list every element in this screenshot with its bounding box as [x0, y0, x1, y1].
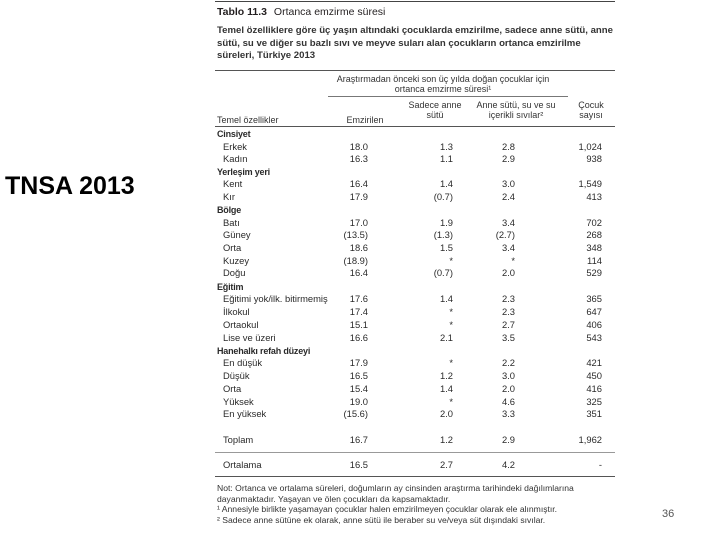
span-header: Araştırmadan önceki son üç yılda doğan çocuklar için ortanca emzirme süresi¹ — [336, 74, 550, 94]
table-row: Orta 18.6 1.5 3.4 348 — [223, 242, 602, 253]
table-row: Ortaokul 15.1 * 2.7 406 — [223, 319, 602, 330]
table-number: Tablo 11.3 — [217, 6, 267, 18]
table-document — [190, 0, 630, 540]
table-caption — [217, 6, 385, 18]
col-header-label: Temel özellikler — [217, 115, 279, 125]
group-yerlesim: Yerleşim yeri — [217, 167, 270, 177]
table-row-mean: Ortalama 16.5 2.7 4.2 - — [223, 459, 602, 470]
col-header-emzirilen: Emzirilen — [346, 115, 384, 125]
note-2: ² Sadece anne sütüne ek olarak, anne sütü ile beraber su ve/veya süt dışındaki sıvılar. — [217, 514, 546, 525]
table-row: Düşük 16.5 1.2 3.0 450 — [223, 370, 602, 381]
table-row: Kent 16.4 1.4 3.0 1,549 — [223, 178, 602, 189]
group-cinsiyet: Cinsiyet — [217, 129, 251, 139]
table-row: En düşük 17.9 * 2.2 421 — [223, 357, 602, 368]
group-bolge: Bölge — [217, 205, 242, 215]
col-header-cocuk: Çocuk sayısı — [578, 100, 604, 120]
note-general: Not: Ortanca ve ortalama süreleri, doğumların ay cinsinden araştırma tarihindeki dağılımlarına dayanmaktadır. Yaşayan ve ölen çocukları da kapsamaktadır. — [217, 483, 574, 504]
table-row-total: Toplam 16.7 1.2 2.9 1,962 — [223, 434, 602, 445]
col-header-anne-su: Anne sütü, su ve su içerikli sıvılar² — [476, 100, 556, 120]
table-row: Batı 17.0 1.9 3.4 702 — [223, 217, 602, 228]
table-row: Güney (13.5) (1.3) (2.7) 268 — [223, 229, 602, 240]
note-1: ¹ Annesiyle birlikte yaşamayan çocuklar halen emzirilmeyen çocuklar olarak ele alınmıştır. — [217, 504, 558, 515]
table-row: Orta 15.4 1.4 2.0 416 — [223, 383, 602, 394]
table-row: Yüksek 19.0 * 4.6 325 — [223, 396, 602, 407]
group-egitim: Eğitim — [217, 282, 244, 292]
table-row: Eğitimi yok/ilk. bitirmemiş 17.6 1.4 2.3 365 — [223, 293, 602, 304]
table-bottom-rule — [215, 476, 615, 477]
header-bottom-rule — [215, 126, 615, 127]
table-row: En yüksek (15.6) 2.0 3.3 351 — [223, 408, 602, 419]
table-row: Kadın 16.3 1.1 2.9 938 — [223, 153, 602, 164]
table-row: Kır 17.9 (0.7) 2.4 413 — [223, 191, 602, 202]
table-row: Lise ve üzeri 16.6 2.1 3.5 543 — [223, 332, 602, 343]
span-header-rule — [328, 96, 568, 97]
table-notes — [217, 483, 617, 525]
col-header-sadece: Sadece anne sütü — [408, 100, 462, 120]
table-row: Kuzey (18.9) * * 114 — [223, 255, 602, 266]
table-row: Erkek 18.0 1.3 2.8 1,024 — [223, 141, 602, 152]
table-title: Ortanca emzirme süresi — [273, 6, 386, 18]
header-top-rule — [215, 70, 615, 71]
slide-number: 36 — [662, 508, 675, 520]
table-subtitle: Temel özelliklere göre üç yaşın altındaki çocuklarda emzirilme, sadece anne sütü, anne sütü, su ve diğer su bazlı sıvı ve meyve suları alan çocukların ortanca emzirilme süreleri, Türkiye 2013 — [217, 25, 613, 61]
top-rule — [215, 1, 615, 2]
table-row: Doğu 16.4 (0.7) 2.0 529 — [223, 267, 602, 278]
group-refah: Hanehalkı refah düzeyi — [217, 346, 311, 356]
table-row: İlkokul 17.4 * 2.3 647 — [223, 306, 602, 317]
slide-title: TNSA 2013 — [5, 172, 135, 200]
total-rule — [215, 452, 615, 453]
